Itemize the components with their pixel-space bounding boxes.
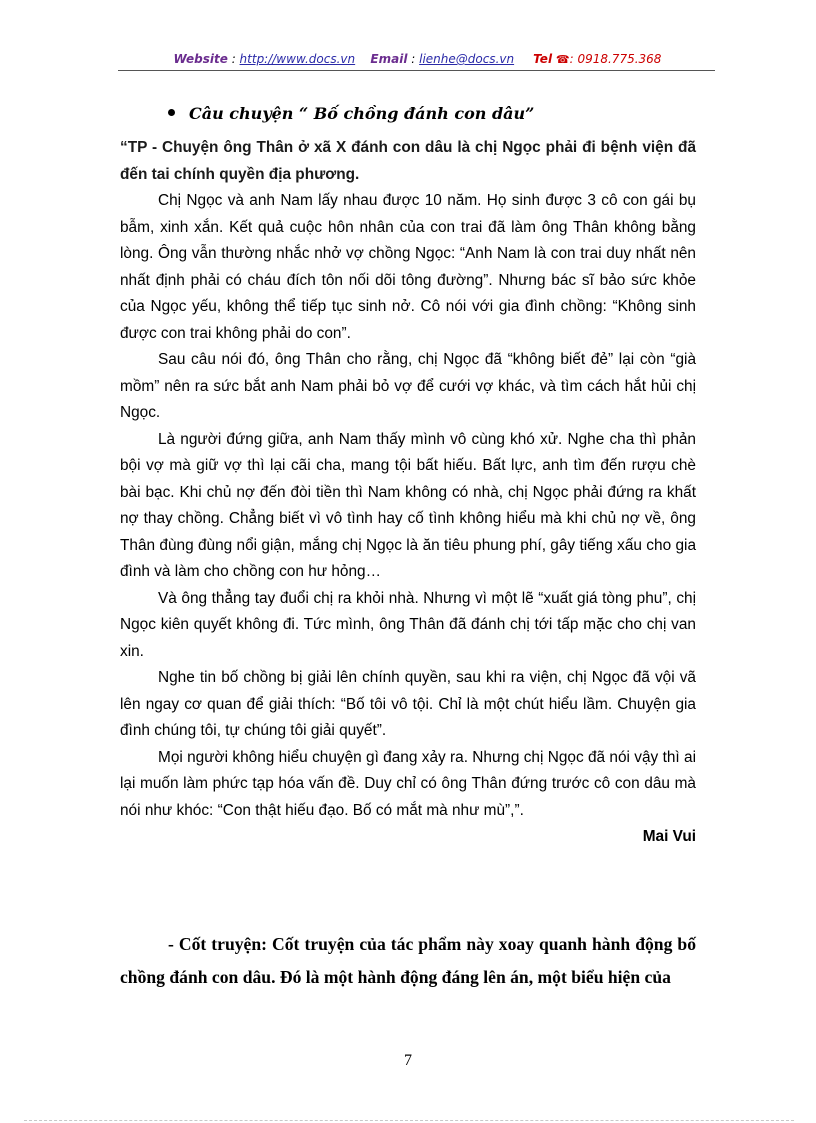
article-body (120, 135, 696, 851)
website-separator: : (227, 52, 240, 66)
section-title (168, 104, 534, 123)
phone-number: : 0918.775.368 (569, 52, 662, 66)
tel-label: Tel (533, 52, 553, 66)
bullet-icon (168, 109, 175, 116)
page-number: 7 (404, 1052, 412, 1069)
email-separator: : (407, 52, 420, 66)
article-paragraph: Mọi người không hiểu chuyện gì đang xảy ra. Nhưng chị Ngọc đã nói vậy thì ai lại muốn làm phức tạp hóa vấn đề. Duy chỉ có ông Thân đứng trước cô con dâu mà nói như khóc: “Con thật hiếu đạo. Bố có mắt mà như mù”,”. (120, 748, 696, 819)
article-paragraph: Sau câu nói đó, ông Thân cho rằng, chị Ngọc đã “không biết đẻ” lại còn “già mồm” nên ra sức bắt anh Nam phải bỏ vợ để cưới vợ khác, và tìm cách hắt hủi chị Ngọc. (120, 351, 696, 421)
article-paragraph: Và ông thẳng tay đuổi chị ra khỏi nhà. Nhưng vì một lẽ “xuất giá tòng phu”, chị Ngọc kiên quyết không đi. Tức mình, ông Thân đã đánh chị tới tấp mặc cho chị van xin. (120, 589, 696, 660)
commentary-paragraph: - Cốt truyện: Cốt truyện của tác phẩm này xoay quanh hành động bố chồng đánh con dâu. Đó là một hành động đáng lên án, một biểu hiện của (120, 934, 696, 987)
phone-icon: ☎ (555, 53, 570, 66)
section-title-text: Câu chuyện “ Bố chồng đánh con dâu” (189, 104, 535, 123)
page-bottom-divider (24, 1120, 794, 1121)
article-paragraph: Là người đứng giữa, anh Nam thấy mình vô cùng khó xử. Nghe cha thì phản bội vợ mà giữ vợ thì lại cãi cha, mang tội bất hiếu. Bất lực, anh tìm đến rượu chè bài bạc. Khi chủ nợ đến đòi tiền thì Nam không có nhà, chị Ngọc phải đứng ra khất nợ thay chồng. Chẳng biết vì vô tình hay cố tình không hiểu mà khi chủ nợ về, ông Thân đùng đùng nổi giận, mắng chị Ngọc là ăn tiêu phung phí, gây tiếng xấu cho gia đình và làm cho chồng con hư hỏng… (120, 430, 696, 580)
page-header (120, 50, 715, 69)
article-paragraph: Chị Ngọc và anh Nam lấy nhau được 10 năm. Họ sinh được 3 cô con gái bụ bẫm, xinh xắn. Kết quả cuộc hôn nhân của con trai đã làm ông Thân không bằng lòng. Ông vẫn thường nhắc nhở vợ chồng Ngọc: “Anh Nam là con trai duy nhất nên nhất định phải có cháu đích tôn nối dõi tông đường”. Nhưng bác sĩ bảo sức khỏe của Ngọc yếu, không thể tiếp tục sinh nở. Cô nói với gia đình chồng: “Không sinh được con trai không phải do con”. (120, 192, 696, 342)
article-lead: “TP - Chuyện ông Thân ở xã X đánh con dâu là chị Ngọc phải đi bệnh viện đã đến tai chính quyền địa phương. (120, 139, 696, 183)
header-divider (118, 70, 715, 71)
email-label: Email (370, 52, 408, 66)
article-paragraph: Nghe tin bố chồng bị giải lên chính quyền, sau khi ra viện, chị Ngọc đã vội vã lên ngay cơ quan để giải thích: “Bố tôi vô tội. Chỉ là một chút hiểu lầm. Chuyện gia đình chúng tôi, tự chúng tôi giải quyết”. (120, 669, 696, 739)
article-author: Mai Vui (642, 828, 696, 845)
website-link[interactable]: http://www.docs.vn (239, 52, 356, 66)
email-link[interactable]: lienhe@docs.vn (419, 52, 515, 66)
website-label: Website (173, 52, 228, 66)
